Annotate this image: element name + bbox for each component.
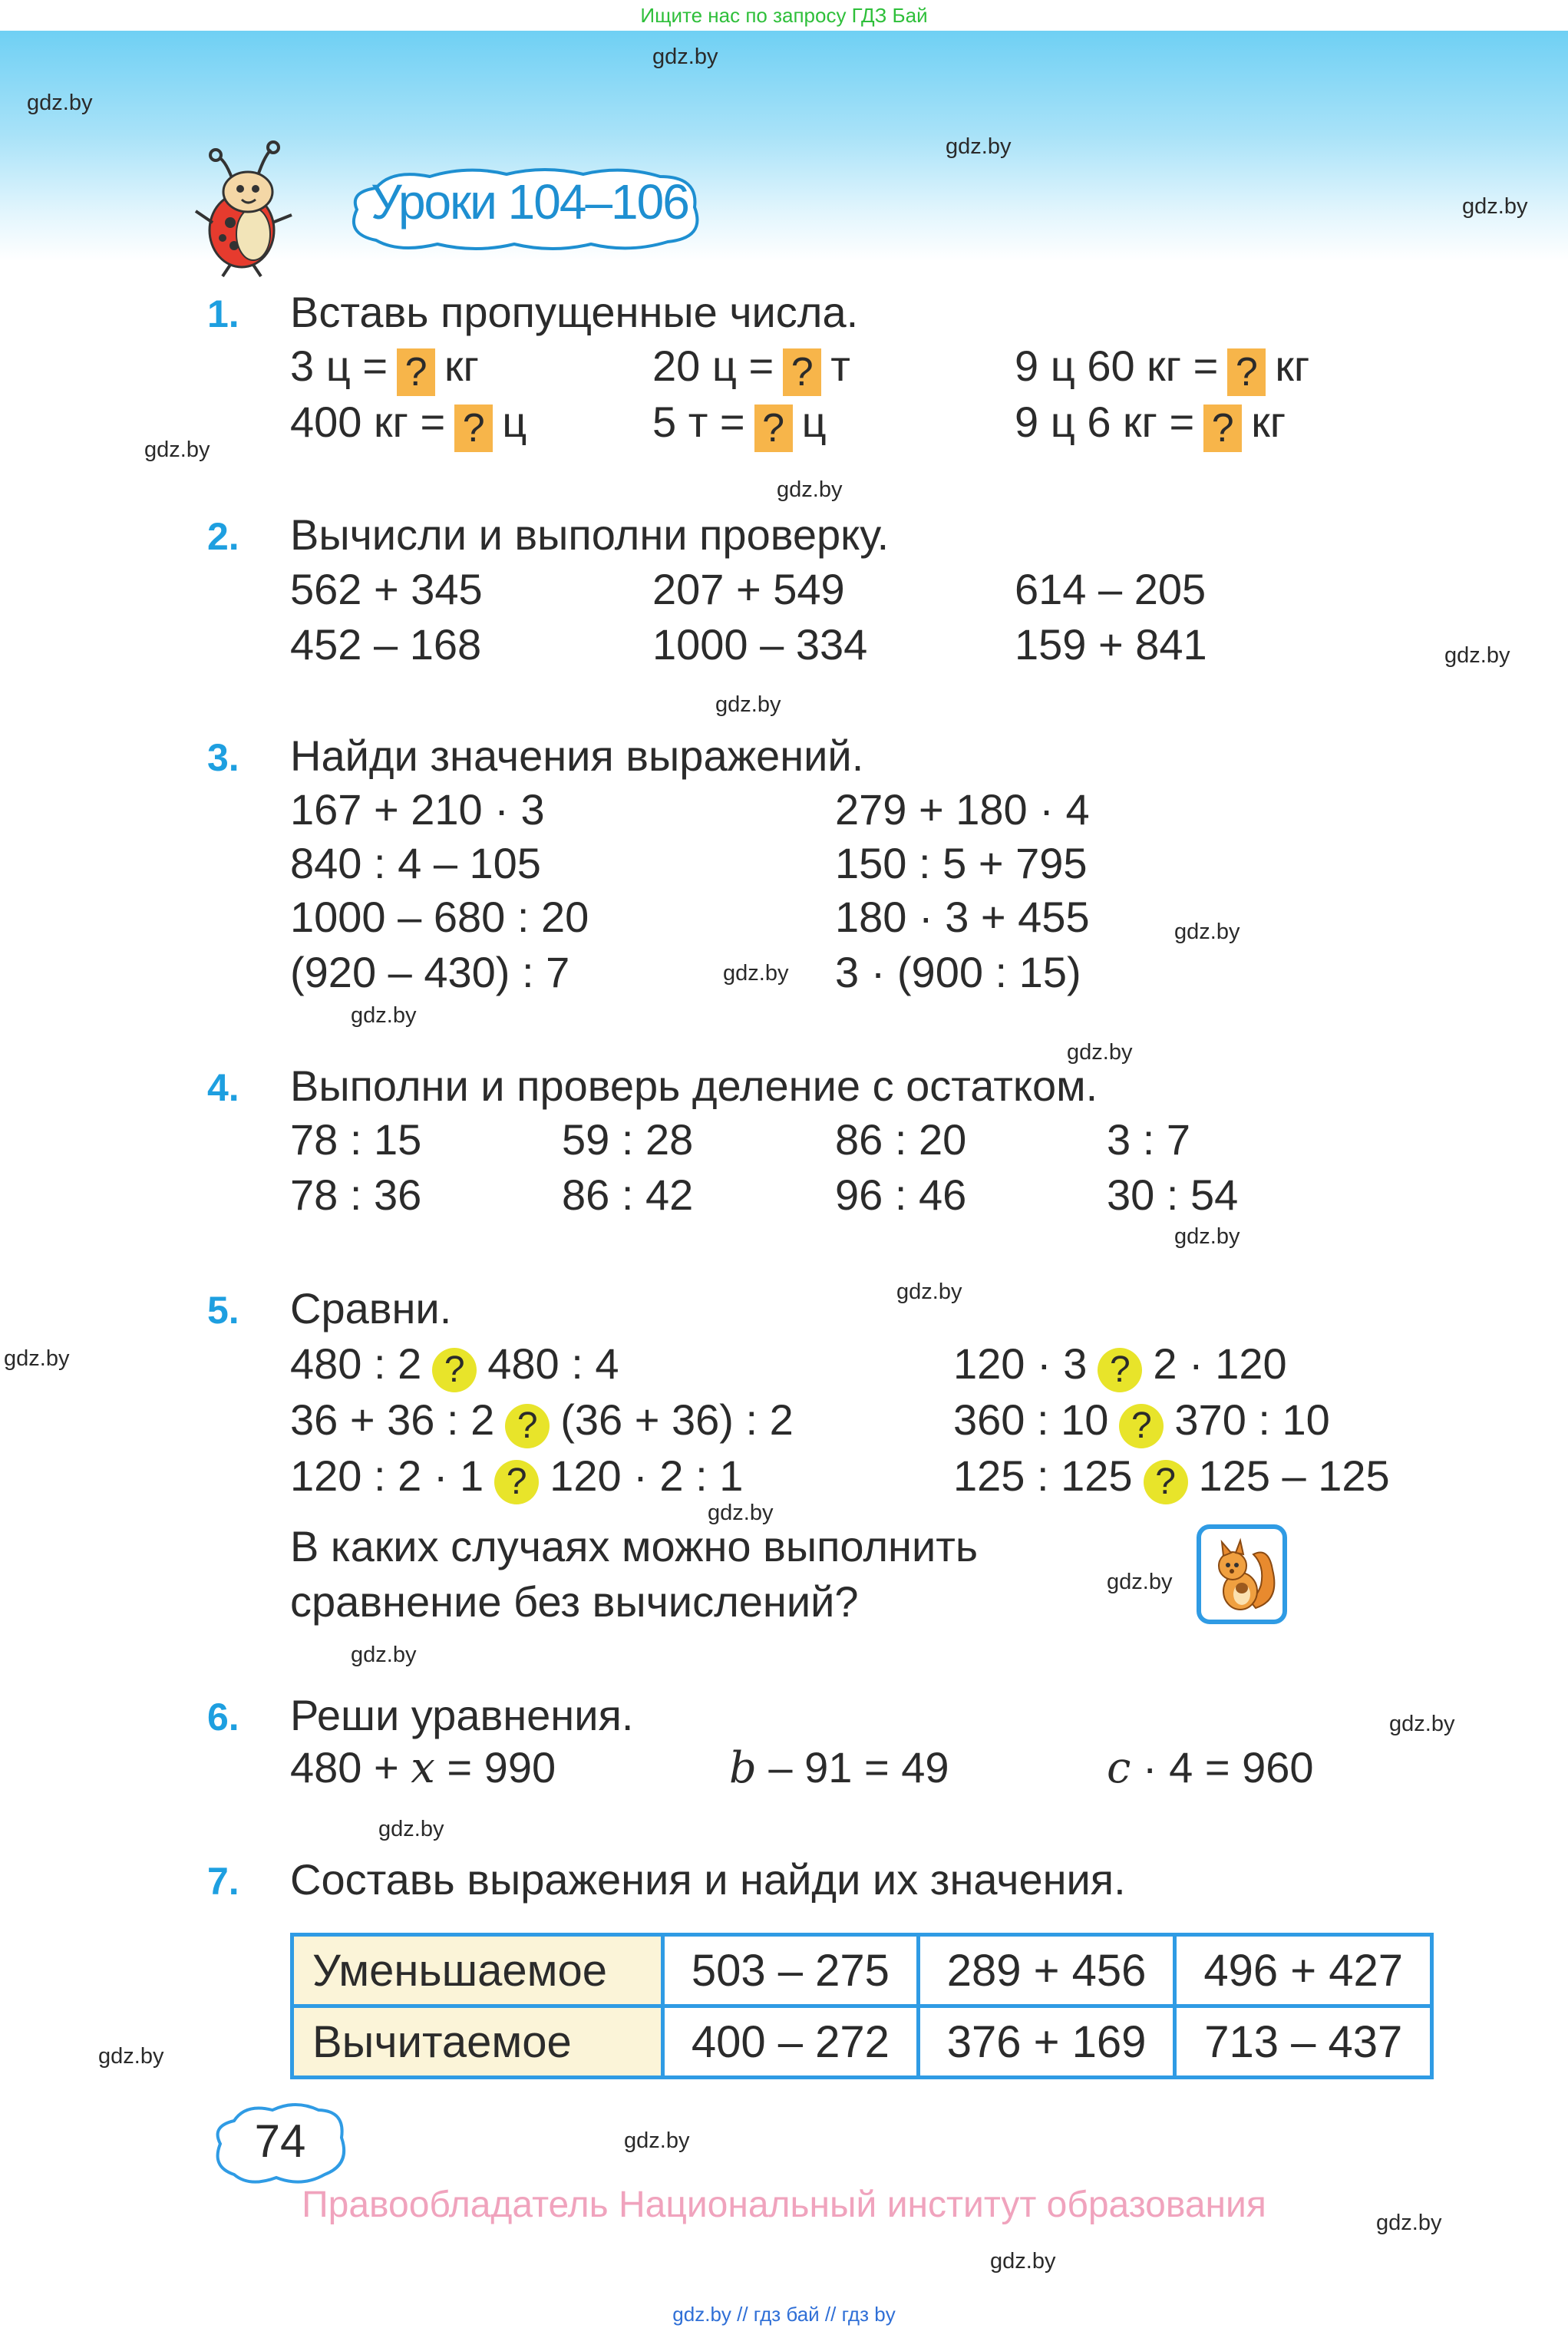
missing-number-box: ? bbox=[454, 405, 493, 452]
table-cell: 496 + 427 bbox=[1175, 1935, 1432, 2006]
equation: c · 4 = 960 bbox=[1107, 1743, 1314, 1793]
ladybug-icon bbox=[188, 138, 303, 280]
task-number: 5. bbox=[207, 1289, 239, 1332]
task-number: 4. bbox=[207, 1066, 239, 1109]
comparison: 36 + 36 : 2 ? (36 + 36) : 2 bbox=[290, 1393, 794, 1448]
expression: (920 – 430) : 7 bbox=[290, 948, 570, 996]
task-number: 1. bbox=[207, 292, 239, 335]
watermark: gdz.by bbox=[1067, 1040, 1133, 1065]
missing-number-box: ? bbox=[1203, 405, 1242, 452]
watermark: gdz.by bbox=[378, 1817, 444, 1841]
task-text: Сравни. bbox=[290, 1284, 452, 1332]
expression: 150 : 5 + 795 bbox=[835, 839, 1088, 887]
expression: 452 – 168 bbox=[290, 620, 482, 669]
missing-number-box: ? bbox=[754, 405, 793, 452]
compare-sign-circle: ? bbox=[505, 1404, 550, 1448]
watermark: gdz.by bbox=[351, 1003, 417, 1028]
table-row bbox=[292, 2006, 1432, 2078]
watermark: gdz.by bbox=[1107, 1570, 1173, 1594]
task-number: 6. bbox=[207, 1696, 239, 1739]
table-cell: 713 – 437 bbox=[1175, 2006, 1432, 2078]
expression: 207 + 549 bbox=[652, 565, 845, 613]
equation: b – 91 = 49 bbox=[729, 1743, 949, 1793]
division-expression: 78 : 15 bbox=[290, 1115, 422, 1164]
table-cell: 289 + 456 bbox=[918, 1935, 1175, 2006]
comparison: 120 : 2 · 1 ? 120 · 2 : 1 bbox=[290, 1449, 743, 1504]
page-title: Уроки 104–106 bbox=[371, 174, 688, 230]
comparison: 120 · 3 ? 2 · 120 bbox=[953, 1337, 1287, 1392]
compare-sign-circle: ? bbox=[1119, 1404, 1164, 1448]
squirrel-icon bbox=[1196, 1524, 1288, 1625]
watermark: gdz.by bbox=[27, 91, 93, 115]
watermark: gdz.by bbox=[351, 1643, 417, 1667]
watermark: gdz.by bbox=[715, 692, 781, 717]
division-expression: 86 : 20 bbox=[835, 1115, 967, 1164]
conversion-item: 3 ц = ? кг bbox=[290, 342, 479, 395]
missing-number-box: ? bbox=[1227, 348, 1266, 396]
division-expression: 78 : 36 bbox=[290, 1171, 422, 1219]
expression: 279 + 180 · 4 bbox=[835, 785, 1090, 834]
watermark: gdz.by bbox=[1376, 2211, 1442, 2235]
watermark: gdz.by bbox=[723, 961, 789, 986]
table-row bbox=[292, 1935, 1432, 2006]
expression: 167 + 210 · 3 bbox=[290, 785, 545, 834]
question-line: В каких случаях можно выполнить bbox=[290, 1522, 979, 1570]
expression: 562 + 345 bbox=[290, 565, 483, 613]
expression: 159 + 841 bbox=[1015, 620, 1207, 669]
compare-sign-circle: ? bbox=[432, 1348, 477, 1392]
task-text: Реши уравнения. bbox=[290, 1691, 634, 1739]
expression: 1000 – 334 bbox=[652, 620, 868, 669]
bottom-links: gdz.by // гдз бай // гдз by bbox=[672, 2303, 896, 2326]
watermark: gdz.by bbox=[1444, 643, 1510, 668]
compare-sign-circle: ? bbox=[1098, 1348, 1142, 1392]
compare-sign-circle: ? bbox=[494, 1460, 539, 1504]
watermark: gdz.by bbox=[1389, 1712, 1455, 1736]
task-text: Вычисли и выполни проверку. bbox=[290, 510, 890, 559]
division-expression: 59 : 28 bbox=[562, 1115, 694, 1164]
task-number: 7. bbox=[207, 1860, 239, 1903]
copyright-owner: Правообладатель Национальный институт образования bbox=[302, 2184, 1266, 2225]
table-cell: 376 + 169 bbox=[918, 2006, 1175, 2078]
conversion-item: 400 кг = ? ц bbox=[290, 398, 527, 451]
watermark: gdz.by bbox=[98, 2044, 164, 2069]
conversion-item: 5 т = ? ц bbox=[652, 398, 827, 451]
watermark: gdz.by bbox=[4, 1346, 70, 1371]
expression-table bbox=[290, 1933, 1434, 2079]
comparison: 360 : 10 ? 370 : 10 bbox=[953, 1393, 1330, 1448]
watermark: gdz.by bbox=[777, 477, 843, 502]
division-expression: 96 : 46 bbox=[835, 1171, 967, 1219]
task-number: 2. bbox=[207, 515, 239, 558]
table-cell: 503 – 275 bbox=[663, 1935, 919, 2006]
task-text: Найди значения выражений. bbox=[290, 731, 864, 780]
conversion-item: 20 ц = ? т bbox=[652, 342, 850, 395]
expression: 840 : 4 – 105 bbox=[290, 839, 541, 887]
conversion-item: 9 ц 60 кг = ? кг bbox=[1015, 342, 1310, 395]
watermark: gdz.by bbox=[652, 45, 718, 69]
watermark: gdz.by bbox=[624, 2128, 690, 2153]
division-expression: 3 : 7 bbox=[1107, 1115, 1190, 1164]
watermark: gdz.by bbox=[144, 438, 210, 462]
task-text: Составь выражения и найди их значения. bbox=[290, 1855, 1126, 1904]
missing-number-box: ? bbox=[397, 348, 435, 396]
expression: 1000 – 680 : 20 bbox=[290, 893, 589, 941]
watermark: gdz.by bbox=[1462, 194, 1528, 219]
comparison: 125 : 125 ? 125 – 125 bbox=[953, 1449, 1390, 1504]
table-cell: 400 – 272 bbox=[663, 2006, 919, 2078]
division-expression: 30 : 54 bbox=[1107, 1171, 1239, 1219]
expression: 614 – 205 bbox=[1015, 565, 1207, 613]
task-text: Вставь пропущенные числа. bbox=[290, 288, 859, 336]
question-line: сравнение без вычислений? bbox=[290, 1577, 859, 1626]
division-expression: 86 : 42 bbox=[562, 1171, 694, 1219]
missing-number-box: ? bbox=[783, 348, 821, 396]
top-note: Ищите нас по запросу ГДЗ Бай bbox=[0, 0, 1568, 31]
task-text: Выполни и проверь деление с остатком. bbox=[290, 1062, 1098, 1110]
watermark: gdz.by bbox=[1174, 920, 1240, 944]
task-number: 3. bbox=[207, 736, 239, 779]
expression: 3 · (900 : 15) bbox=[835, 948, 1081, 996]
equation: 480 + x = 990 bbox=[290, 1743, 556, 1793]
watermark: gdz.by bbox=[896, 1280, 962, 1304]
page-number: 74 bbox=[254, 2115, 306, 2167]
comparison: 480 : 2 ? 480 : 4 bbox=[290, 1337, 619, 1392]
watermark: gdz.by bbox=[990, 2249, 1056, 2274]
conversion-item: 9 ц 6 кг = ? кг bbox=[1015, 398, 1286, 451]
row-header: Вычитаемое bbox=[292, 2006, 663, 2078]
expression: 180 · 3 + 455 bbox=[835, 893, 1090, 941]
watermark: gdz.by bbox=[708, 1501, 774, 1525]
row-header: Уменьшаемое bbox=[292, 1935, 663, 2006]
watermark: gdz.by bbox=[1174, 1224, 1240, 1249]
watermark: gdz.by bbox=[946, 134, 1012, 159]
compare-sign-circle: ? bbox=[1144, 1460, 1188, 1504]
